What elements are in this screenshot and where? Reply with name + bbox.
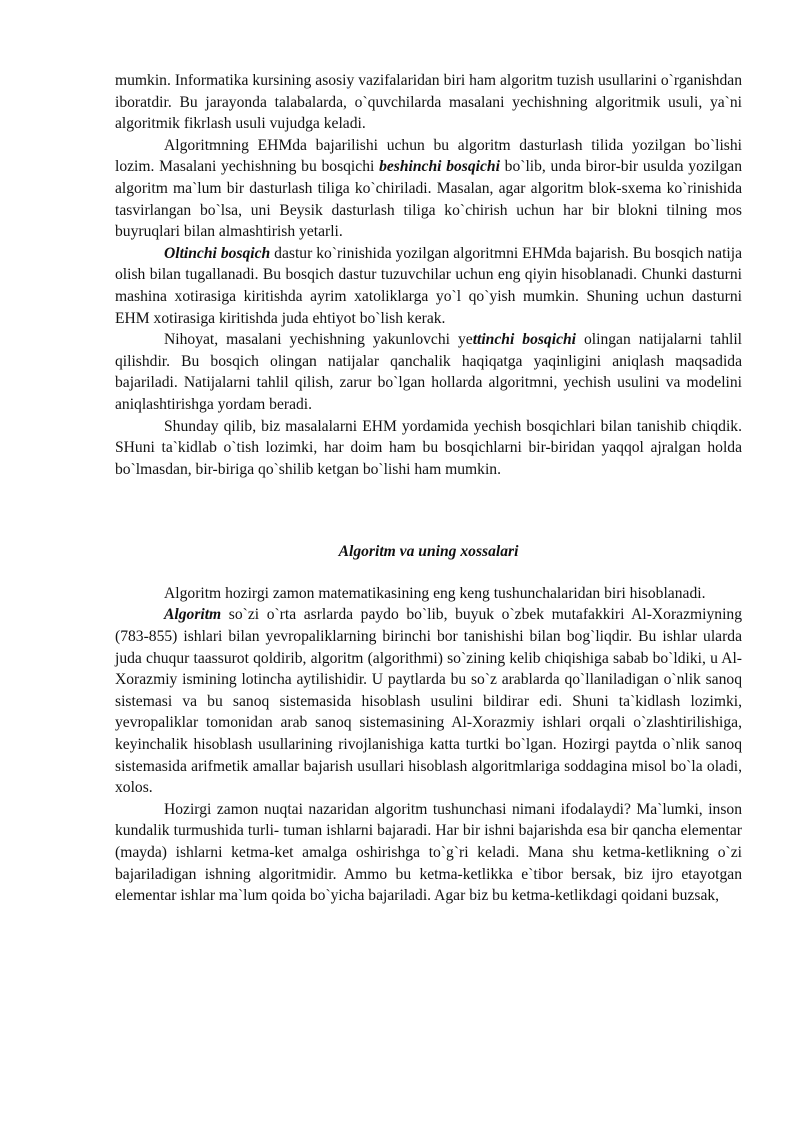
paragraph-algorithm-concept: Hozirgi zamon nuqtai nazaridan algoritm tushunchasi nimani ifodalaydi? Ma`lumki, inson kundalik turmushida turli- tuman ishlarni bajaradi. Har bir ishni bajarishda esa bir qancha elementar (mayda) ishlarni ketma-ket amalga oshirishga to`g`ri keladi. Mana shu ketma-ketlikning o`zi bajariladigan ishning algoritmidir. Ammo bu ketma-ketlikka e`tibor bersak, biz ijro etayotgan elementar ishlar ma`lum qoida bo`yicha bajariladi. Agar biz bu ketma-ketlikdagi qoidani buzsak, xyxy=(115,800,742,905)
paragraph-algorithm-intro: Algoritm hozirgi zamon matematikasining eng keng tushunchalaridan biri hisoblanadi. xyxy=(164,584,706,602)
emphasis-seventh-stage: ttinchi bosqichi xyxy=(472,331,576,349)
emphasis-sixth-stage: Oltinchi bosqich xyxy=(164,244,271,262)
text: Nihoyat, masalani yechishning yakunlovchi ye xyxy=(164,331,473,349)
section-heading: Algoritm va uning xossalari xyxy=(338,543,519,561)
paragraph-algorithm-origin xyxy=(115,604,742,798)
paragraph-seventh-stage xyxy=(115,329,742,415)
text: dastur ko`rinishida yozilgan algoritmni EHMda bajarish. Bu bosqich natija olish bilan tugallanadi. Bu bosqich dastur tuzuvchilar uchun eng qiyin hisoblanadi. Chunki dasturni mashina xotirasiga kiritishda ayrim xatoliklarga yo`l qo`yish mumkin. Shuning uchun dasturni EHM xotirasiga kiritishda juda ehtiyot bo`lish kerak. xyxy=(115,244,742,327)
spacer xyxy=(115,563,742,583)
emphasis-algoritm: Algoritm xyxy=(164,606,222,624)
paragraph-sixth-stage xyxy=(115,243,742,329)
text: so`zi o`rta asrlarda paydo bo`lib, buyuk o`zbek mutafakkiri Al-Xorazmiyning (783-855) ishlari bilan yevropaliklarning birinchi bor tanishishi bilan bog`liqdir. Bu ishlar ularda juda chuqur taassurot qoldirib, algoritm (algorithmi) so`zining kelib chiqishiga sabab bo`ldiki, u Al-Xorazmiy ismining lotincha aytilishidir. U paytlarda bu so`z arablarda qo`llaniladigan o`nlik sanoq sistemasi va bu sanoq sistemasida hisoblash usulini bildirar edi. Shuni ta`kidlash lozimki, yevropaliklar tomonidan arab sanoq sistemasining Al-Xorazmiy ishlari orqali o`zlashtirilishiga, keyinchalik hisoblash usullarining rivojlanishiga katta turtki bo`lgan. Hozirgi paytda o`nlik sanoq sistemasida arifmetik amallar bajarish usullari hisoblash algoritmlariga soddagina misol bo`la oladi, xolos. xyxy=(115,606,742,797)
paragraph-continuation: mumkin. Informatika kursining asosiy vazifalaridan biri ham algoritm tuzish usullarini o`rganishdan iboratdir. Bu jarayonda talabalarda, o`quvchilarda masalani yechishning algoritmik usuli, ya`ni algoritmik fikrlash usuli vujudga keladi. xyxy=(115,72,742,133)
paragraph-summary: Shunday qilib, biz masalalarni EHM yordamida yechish bosqichlari bilan tanishib chiqdik. SHuni ta`kidlab o`tish lozimki, har doim ham bu bosqichlarni bir-biridan yaqqol ajralgan holda bo`lmasdan, bir-biriga qo`shilib ketgan bo`lishi ham mumkin. xyxy=(115,417,742,478)
paragraph-fifth-stage xyxy=(115,135,742,243)
text: olingan natijalarni tahlil qilishdir. Bu bosqich olingan natijalar qanchalik haqiqatga yaqinligini aniqlash maqsadida bajariladi. Natijalarni tahlil qilish, zarur bo`lgan hollarda algoritmni, yechish usulini va modelini aniqlashtirishga yordam beradi. xyxy=(115,331,742,413)
text: bo`lib, unda biror-bir usulda yozilgan algoritm ma`lum bir dasturlash tiliga ko`chiriladi. Masalan, agar algoritm blok-sxema ko`rinishida tasvirlangan bo`lsa, uni Beysik dasturlash tiliga ko`chirish uchun har bir blokni tilning mos buyruqlari bilan almashtirish yetarli. xyxy=(115,158,742,241)
emphasis-fifth-stage: beshinchi bosqichi xyxy=(379,158,500,176)
document-page xyxy=(115,70,742,907)
text: Algoritmning EHMda bajarilishi uchun bu algoritm dasturlash tilida yozilgan bo`lishi lozim. Masalani yechishning bu bosqichi xyxy=(115,136,742,176)
spacer xyxy=(115,480,742,541)
